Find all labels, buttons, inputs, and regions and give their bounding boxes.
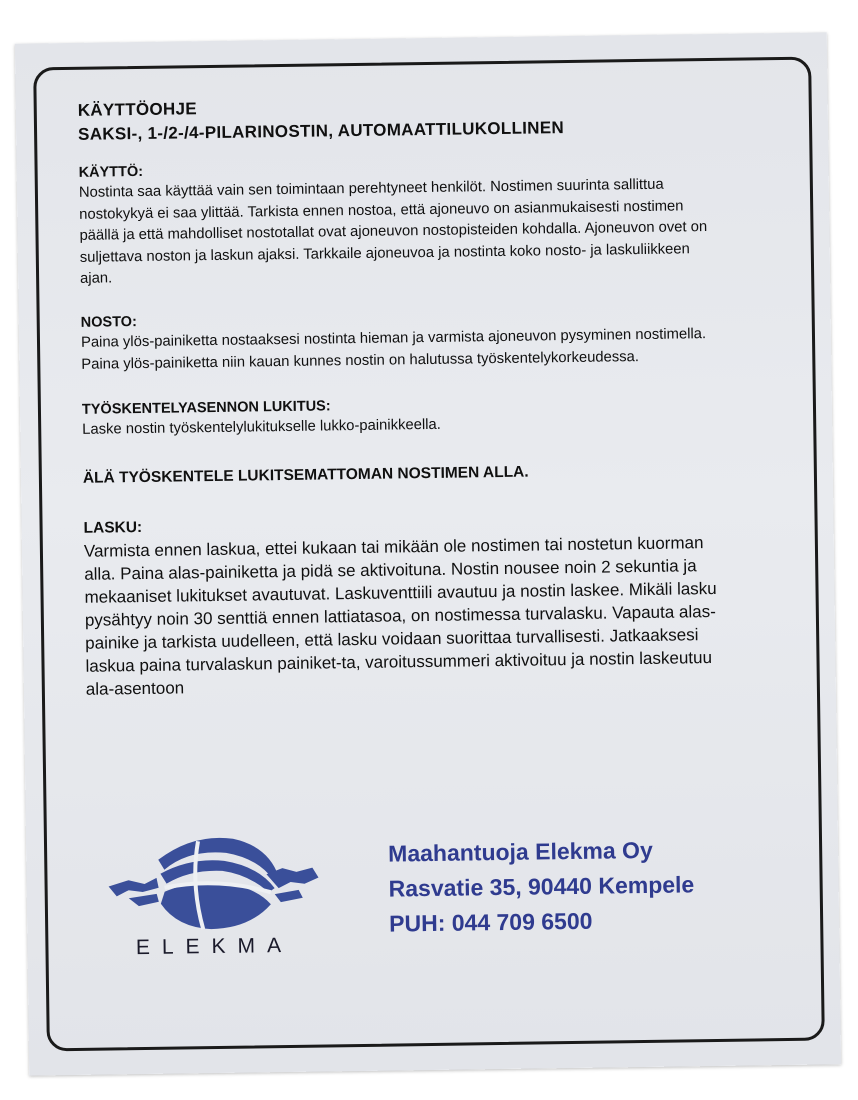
section-lukitus xyxy=(82,391,723,442)
contact-block xyxy=(388,832,695,941)
section-heading: KÄYTTÖ: xyxy=(78,163,144,181)
instruction-label-sheet xyxy=(15,32,841,1075)
section-kaytto xyxy=(79,154,721,291)
label-footer xyxy=(88,821,770,980)
document-subtitle: SAKSI-, 1-/2-/4-PILARINOSTIN, AUTOMAATTILUKOLLINEN xyxy=(77,118,565,144)
section-text: Nostinta saa käyttää vain sen toimintaan perehtyneet henkilöt. Nostimen suurinta sallittua nostokykyä ei saa ylittää. Tarkista ennen nostoa, että ajoneuvo on asianmukaisesti nostimen päällä ja että mahdolliset nostotallat ovat ajoneuvon nostopisteiden kohdalla. Ajoneuvon ovet on suljettava noston ja laskun ajaksi. Tarkkaile ajoneuvoa ja nostinta koko nosto- ja laskuliikkeen ajan. xyxy=(78,176,708,288)
elekma-globe-logo-icon xyxy=(98,827,330,940)
elekma-logo xyxy=(98,827,330,970)
section-text: Paina ylös-painiketta nostaaksesi nostinta hieman ja varmista ajoneuvon pysyminen nostimella. Paina ylös-painiketta niin kauan kunnes nostin on halutussa työskentelykorkeudessa. xyxy=(80,326,707,373)
warning-text: ÄLÄ TYÖSKENTELE LUKITSEMATTOMAN NOSTIMEN ALLA. xyxy=(82,463,529,487)
section-nosto xyxy=(81,304,722,376)
section-text: Laske nostin työskentelylukitukselle lukko-painikkeella. xyxy=(82,416,441,438)
label-content xyxy=(78,90,726,701)
logo-wordmark: ELEKMA xyxy=(135,933,294,960)
importer-address: Rasvatie 35, 90440 Kempele xyxy=(388,871,695,902)
section-lasku xyxy=(83,509,725,701)
importer-name: Maahantuoja Elekma Oy xyxy=(387,836,653,867)
document-title: KÄYTTÖOHJE xyxy=(77,99,198,120)
section-text: Varmista ennen laskua, ettei kukaan tai mikään ole nostimen tai nostetun kuorman alla. Paina alas-painiketta ja pidä se aktivoituna. Nostin nousee noin 2 sekuntia ja mekaaniset lukitukset avautuvat. Laskuventtiili avautuu ja nostin laskee. Mikäli lasku pysähtyy noin 30 senttiä ennen lattiatasoa, on nostimessa turvalasku. Vapauta alas-painike ja tarkista uudelleen, että lasku voidaan suorittaa turvallisesti. Jatkaaksesi laskua paina turvalaskun painiket-ta, varoitussummeri aktivoituu ja nostin laskeutuu ala-asentoon xyxy=(83,532,717,699)
section-heading: TYÖSKENTELYASENNON LUKITUS: xyxy=(81,398,331,418)
section-heading: NOSTO: xyxy=(80,314,137,331)
section-heading: LASKU: xyxy=(83,518,143,537)
importer-phone: PUH: 044 709 6500 xyxy=(388,907,593,937)
